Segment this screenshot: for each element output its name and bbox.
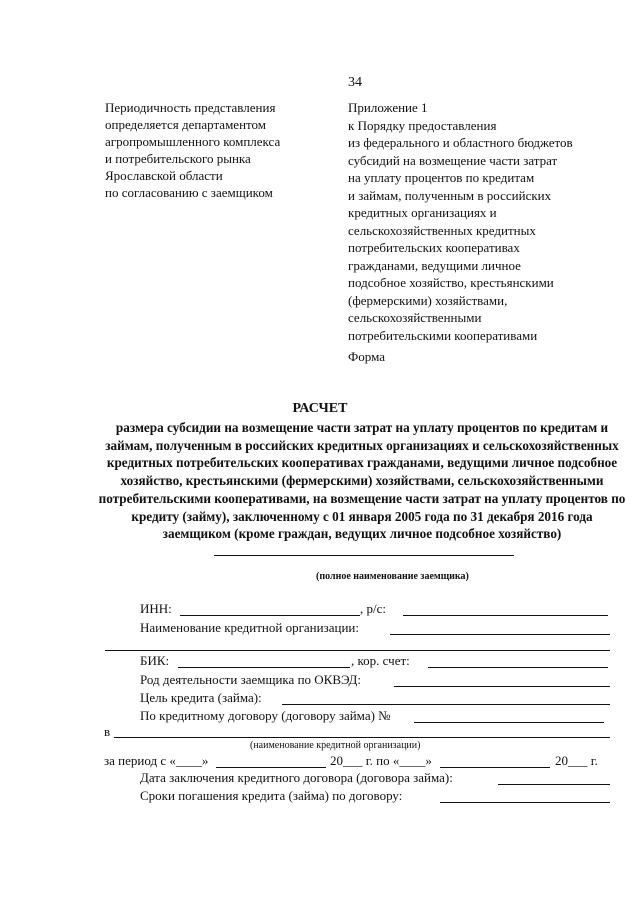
appendix-header	[348, 99, 573, 344]
appendix-line: (фермерскими) хозяйствами,	[348, 292, 508, 308]
note-line: агропромышленного комплекса	[105, 134, 281, 149]
submission-note	[105, 99, 280, 201]
contract-number-field[interactable]	[414, 722, 604, 723]
period-to-label: 20___ г. по «____»	[330, 753, 432, 768]
kor-label: , кор. счет:	[351, 653, 410, 668]
okved-label: Род деятельности заемщика по ОКВЭД:	[140, 672, 361, 687]
inn-field[interactable]	[180, 615, 360, 616]
subtitle-text: размера субсидии на возмещение части затрат на уплату процентов по кредитам и займам, полученным в российских кредитных организациях и сельскохозяйственных кредитных потребительских кооперативах гражданами, ведущими личное подсобное хозяйство, крестьянскими (фермерскими) хозяйствами, сельскохозяйственными потребительскими кооперативами, на возмещение части затрат на уплату процентов по кредиту (займу), заключенному с 01 января 2005 года по 31 декабря 2016 года заемщиком (кроме граждан, ведущих личное подсобное хозяйство)	[98, 420, 626, 542]
document-title: РАСЧЕТ	[292, 401, 348, 416]
appendix-line: подсобное хозяйство, крестьянскими	[348, 275, 554, 290]
period-to-field[interactable]	[440, 767, 550, 768]
rs-field[interactable]	[403, 615, 608, 616]
appendix-line: гражданами, ведущими личное	[348, 257, 521, 273]
purpose-field[interactable]	[282, 704, 610, 705]
borrower-name-blank[interactable]	[214, 544, 514, 556]
note-line: и потребительского рынка	[105, 151, 251, 166]
rs-label: , р/с:	[360, 601, 386, 616]
document-subtitle	[96, 419, 628, 561]
credit-org-field-line2[interactable]	[105, 650, 610, 651]
appendix-line: сельскохозяйственных кредитных	[348, 222, 536, 238]
note-line: определяется департаментом	[105, 117, 267, 132]
date-concl-label: Дата заключения кредитного договора (договора займа):	[140, 770, 453, 785]
appendix-line: к Порядку предоставления	[348, 117, 497, 133]
appendix-line: потребительскими кооперативами	[348, 327, 538, 343]
bank-name-field[interactable]	[114, 737, 610, 738]
note-line: по согласованию с заемщиком	[105, 185, 273, 200]
credit-org-label: Наименование кредитной организации:	[140, 620, 359, 635]
borrower-caption: (полное наименование заемщика)	[316, 571, 469, 582]
page-number: 34	[348, 75, 362, 90]
period-from-label: за период с «____»	[104, 753, 209, 768]
note-line: Ярославской области	[105, 168, 223, 183]
purpose-label: Цель кредита (займа):	[140, 690, 262, 705]
appendix-line: Приложение 1	[348, 100, 428, 115]
appendix-line: из федерального и областного бюджетов	[348, 135, 573, 150]
okved-field[interactable]	[394, 686, 610, 687]
date-concl-field[interactable]	[498, 784, 610, 785]
repay-field[interactable]	[440, 802, 610, 803]
inn-label: ИНН:	[140, 601, 172, 616]
appendix-line: на уплату процентов по кредитам	[348, 170, 535, 185]
bik-field[interactable]	[178, 667, 350, 668]
form-label: Форма	[348, 349, 385, 364]
appendix-line: субсидий на возмещение части затрат	[348, 152, 558, 168]
credit-org-field[interactable]	[390, 634, 610, 635]
bank-caption: (наименование кредитной организации)	[250, 740, 421, 751]
contract-label: По кредитному договору (договору займа) №	[140, 708, 391, 723]
appendix-line: потребительских кооперативах	[348, 240, 520, 255]
appendix-line: сельскохозяйственными	[348, 310, 482, 325]
kor-field[interactable]	[428, 667, 608, 668]
appendix-line: и займам, полученным в российских	[348, 187, 552, 203]
period-year-suffix: 20___ г.	[555, 753, 598, 768]
note-line: Периодичность представления	[105, 100, 276, 115]
bik-label: БИК:	[140, 653, 170, 668]
appendix-line: кредитных организациях и	[348, 205, 497, 220]
period-from-field[interactable]	[216, 767, 326, 768]
bank-prefix: в	[104, 724, 111, 739]
repay-label: Сроки погашения кредита (займа) по договору:	[140, 788, 403, 803]
